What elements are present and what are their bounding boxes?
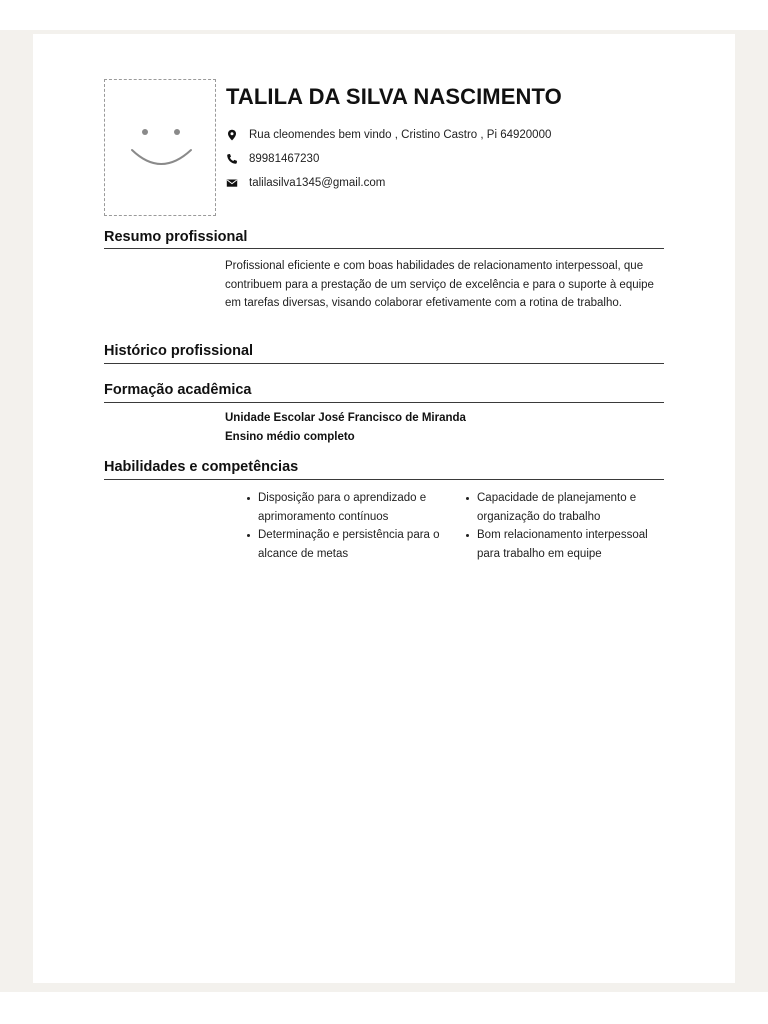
section-divider bbox=[104, 248, 664, 249]
skill-item: Bom relacionamento interpessoal para trabalho em equipe bbox=[464, 526, 656, 563]
skills-list-right bbox=[464, 489, 656, 563]
section-divider bbox=[104, 363, 664, 364]
section-title-skills: Habilidades e competências bbox=[104, 459, 299, 475]
section-divider bbox=[104, 479, 664, 480]
email-text: talilasilva1345@gmail.com bbox=[249, 177, 386, 189]
skill-item: Disposição para o aprendizado e aprimoramento contínuos bbox=[245, 489, 445, 526]
contact-address bbox=[226, 127, 551, 143]
phone-icon bbox=[226, 153, 238, 165]
candidate-name: TALILA DA SILVA NASCIMENTO bbox=[226, 84, 562, 109]
skills-list-left bbox=[245, 489, 445, 563]
section-title-history: Histórico profissional bbox=[104, 343, 254, 359]
contact-email bbox=[226, 175, 385, 191]
education-school: Unidade Escolar José Francisco de Miranda bbox=[225, 412, 466, 424]
photo-placeholder bbox=[104, 79, 216, 216]
skill-item: Capacidade de planejamento e organização do trabalho bbox=[464, 489, 656, 526]
section-title-summary: Resumo profissional bbox=[104, 229, 248, 245]
address-text: Rua cleomendes bem vindo , Cristino Castro , Pi 64920000 bbox=[249, 129, 552, 141]
smiley-face-icon bbox=[105, 80, 217, 217]
section-title-education: Formação acadêmica bbox=[104, 382, 252, 398]
section-divider bbox=[104, 402, 664, 403]
location-pin-icon bbox=[226, 129, 238, 141]
phone-text: 89981467230 bbox=[249, 153, 320, 165]
skill-item: Determinação e persistência para o alcance de metas bbox=[245, 526, 445, 563]
envelope-icon bbox=[226, 177, 238, 189]
contact-phone bbox=[226, 151, 319, 167]
summary-text: Profissional eficiente e com boas habilidades de relacionamento interpessoal, que contribuem para a prestação de um serviço de excelência e para o suporte à equipe em tarefas diversas, visando colaborar efetivamente com a rotina de trabalho. bbox=[225, 260, 654, 310]
education-degree: Ensino médio completo bbox=[225, 431, 355, 443]
